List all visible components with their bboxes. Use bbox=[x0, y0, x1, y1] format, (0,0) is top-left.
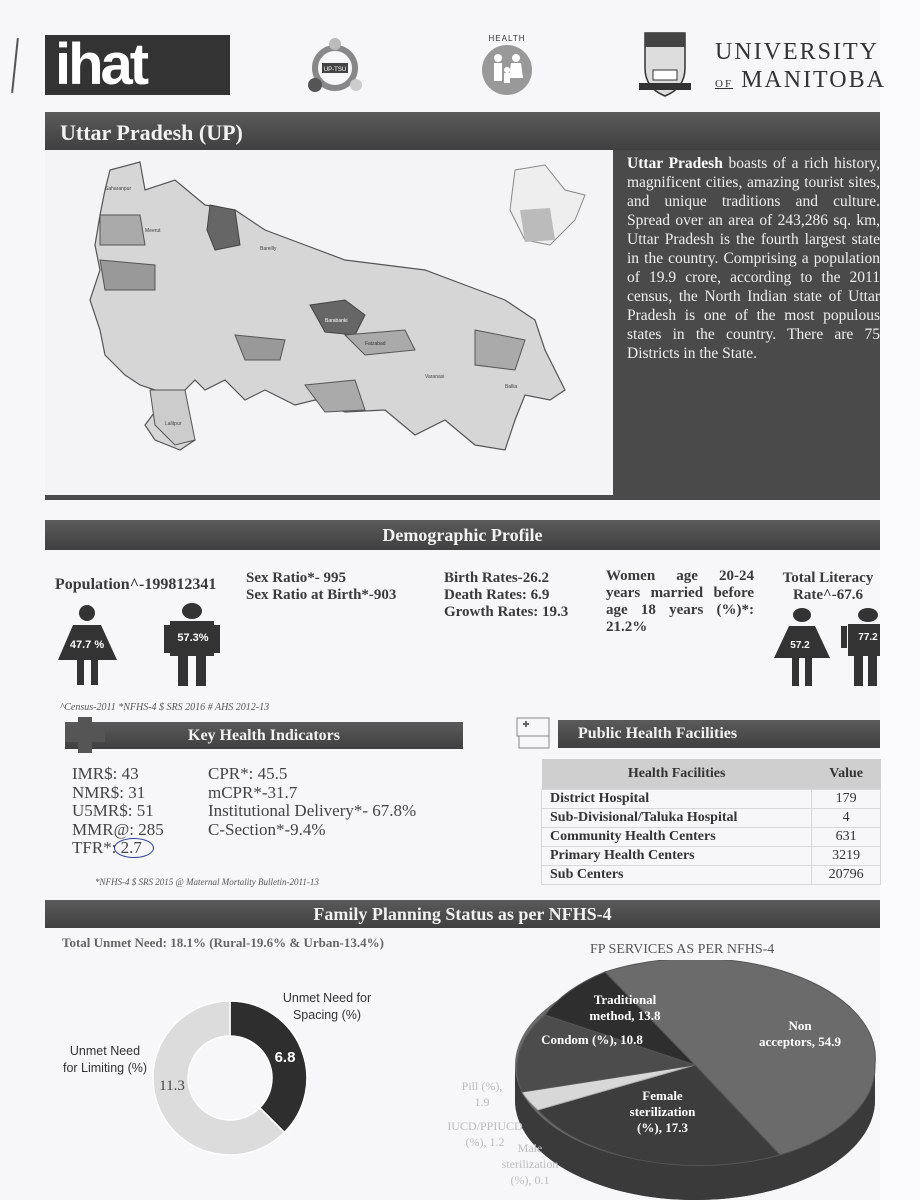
spacing-label-line1: Unmet Need for bbox=[282, 991, 372, 1005]
family-planning-title: Family Planning Status as per NFHS-4 bbox=[45, 900, 880, 928]
facility-name: Sub-Divisional/Taluka Hospital bbox=[542, 809, 812, 828]
svg-text:11.3: 11.3 bbox=[159, 1078, 185, 1094]
male-sterilization-line2: sterilization bbox=[501, 1157, 559, 1171]
total-unmet-need: Total Unmet Need: 18.1% (Rural-19.6% & Urban-13.4%) bbox=[62, 935, 384, 950]
non-acceptors-label bbox=[745, 1018, 855, 1050]
fp-services-chart-title: FP SERVICES AS PER NFHS-4 bbox=[590, 942, 775, 957]
svg-text:Lalitpur: Lalitpur bbox=[165, 421, 182, 427]
svg-text:Barabanki: Barabanki bbox=[325, 318, 348, 324]
svg-text:Meerut: Meerut bbox=[145, 228, 161, 234]
table-row bbox=[542, 847, 881, 866]
population-label: Population^-199812341 bbox=[55, 576, 217, 593]
pen-circle-annotation bbox=[114, 838, 154, 858]
tfr-row bbox=[72, 839, 164, 858]
birth-rate: Birth Rates-26.2 bbox=[444, 570, 549, 586]
sex-ratio: Sex Ratio*- 995 bbox=[246, 570, 346, 586]
svg-text:Varanasi: Varanasi bbox=[425, 374, 445, 380]
facility-name: Sub Centers bbox=[542, 866, 812, 885]
traditional-label-line2: method, 13.8 bbox=[589, 1008, 661, 1023]
male-figure-icon bbox=[160, 603, 225, 690]
female-figure-icon bbox=[55, 605, 120, 690]
svg-text:Bareilly: Bareilly bbox=[260, 246, 277, 252]
male-sterilization-line1: Male bbox=[517, 1141, 543, 1155]
university-name-line1: UNIVERSITY bbox=[715, 39, 879, 65]
demographic-profile-title: Demographic Profile bbox=[45, 520, 880, 550]
up-description bbox=[627, 154, 880, 363]
facility-value: 179 bbox=[812, 790, 881, 809]
table-header-row bbox=[542, 759, 881, 790]
female-sterilization-line3: (%), 17.3 bbox=[637, 1120, 688, 1135]
condom-label: Condom (%), 10.8 bbox=[541, 1032, 643, 1047]
key-health-indicators-title: Key Health Indicators bbox=[65, 722, 463, 749]
u5mr-value: U5MR$: 51 bbox=[72, 801, 154, 820]
svg-text:57.3%: 57.3% bbox=[177, 632, 209, 644]
up-tsu-logo bbox=[305, 35, 365, 95]
column-header-facility: Health Facilities bbox=[542, 759, 812, 790]
limiting-label-line2: for Limiting (%) bbox=[62, 1061, 148, 1075]
traditional-label-line1: Traditional bbox=[593, 992, 657, 1007]
non-acceptors-line2: acceptors, 54.9 bbox=[759, 1034, 841, 1049]
female-sterilization-line1: Female bbox=[642, 1088, 683, 1103]
death-rate: Death Rates: 6.9 bbox=[444, 587, 550, 603]
svg-text:77.2: 77.2 bbox=[858, 632, 878, 643]
up-description-text: boasts of a rich history, magnificent cities, amazing tourist sites, and unique traditions and culture. Spread over an area of 243,286 sq. km, Uttar Pradesh is the fourth largest state in the country. Comprising a population of 19.9 crore, according to the 2011 census, the North Indian state of Uttar Pradesh is one of the most populous states in the country. There are 75 Districts in the State. bbox=[627, 155, 880, 362]
iucd-label-line2: (%), 1.2 bbox=[465, 1135, 505, 1149]
hospital-building-icon bbox=[515, 714, 553, 750]
nmr-value: NMR$: 31 bbox=[72, 782, 146, 802]
vital-rates-block bbox=[444, 570, 568, 621]
up-section-title: Uttar Pradesh (UP) bbox=[45, 112, 880, 150]
table-row bbox=[542, 828, 881, 847]
literacy-rate: Rate^-67.6 bbox=[793, 587, 863, 603]
national-health-mission-logo bbox=[460, 28, 555, 103]
iucd-label-line1: IUCD/PPIUCD bbox=[447, 1119, 523, 1133]
literacy-block bbox=[768, 570, 888, 604]
svg-text:HEALTH: HEALTH bbox=[488, 34, 526, 43]
limiting-label-line1: Unmet Need bbox=[69, 1044, 141, 1058]
literacy-male-icon bbox=[838, 608, 880, 688]
pill-label-line2: 1.9 bbox=[474, 1095, 490, 1109]
svg-text:47.7 %: 47.7 % bbox=[69, 639, 105, 651]
up-description-bold: Uttar Pradesh bbox=[627, 155, 723, 172]
column-header-value: Value bbox=[812, 759, 881, 790]
imr-value: IMR$: 43 bbox=[72, 764, 139, 783]
svg-text:Ballia: Ballia bbox=[505, 384, 518, 390]
university-name-line2: MANITOBA bbox=[741, 67, 886, 93]
university-crest-icon bbox=[635, 28, 695, 98]
sex-ratio-block bbox=[246, 570, 396, 604]
svg-text:Saharanpur: Saharanpur bbox=[105, 186, 132, 192]
female-sterilization-label bbox=[615, 1088, 710, 1136]
svg-text:Faizabad: Faizabad bbox=[365, 341, 386, 347]
growth-rate: Growth Rates: 19.3 bbox=[444, 604, 569, 620]
facility-name: District Hospital bbox=[542, 790, 812, 809]
svg-text:UP-TSU: UP-TSU bbox=[323, 67, 347, 73]
sex-ratio-at-birth: Sex Ratio at Birth*-903 bbox=[246, 587, 397, 603]
health-facilities-table bbox=[541, 759, 881, 885]
spacing-label bbox=[272, 990, 382, 1024]
ihat-logo: ihat bbox=[45, 35, 230, 95]
facility-value: 3219 bbox=[812, 847, 881, 866]
table-row bbox=[542, 790, 881, 809]
mcpr-value: mCPR*-31.7 bbox=[208, 782, 298, 802]
pill-label-line1: Pill (%), bbox=[461, 1079, 503, 1093]
facility-value: 20796 bbox=[812, 866, 881, 885]
women-married-before-18: Women age 20-24 years married before age 18 years (%)*: 21.2% bbox=[606, 568, 754, 635]
non-acceptors-line1: Non bbox=[788, 1018, 812, 1033]
cpr-value: CPR*: 45.5 bbox=[208, 764, 288, 783]
facility-value: 4 bbox=[812, 809, 881, 828]
table-row bbox=[542, 866, 881, 885]
demographic-footnote: ^Census-2011 *NFHS-4 $ SRS 2016 # AHS 2012-13 bbox=[60, 702, 270, 713]
male-sterilization-label bbox=[490, 1140, 570, 1188]
svg-text:6.8: 6.8 bbox=[274, 1049, 296, 1066]
literacy-label: Total Literacy bbox=[782, 570, 874, 586]
facility-name: Community Health Centers bbox=[542, 828, 812, 847]
tfr-value: TFR*: 2.7 bbox=[72, 838, 142, 857]
limiting-label bbox=[55, 1043, 155, 1077]
key-health-footnote: *NFHS-4 $ SRS 2015 @ Maternal Mortality Bulletin-2011-13 bbox=[95, 877, 319, 887]
institutional-delivery-value: Institutional Delivery*- 67.8% bbox=[208, 801, 417, 820]
up-district-map bbox=[45, 150, 613, 495]
university-of-manitoba-logo bbox=[715, 38, 886, 98]
spacing-label-line2: Spacing (%) bbox=[292, 1008, 362, 1022]
male-sterilization-line3: (%), 0.1 bbox=[510, 1173, 550, 1187]
public-health-facilities-title: Public Health Facilities bbox=[558, 720, 880, 748]
facility-name: Primary Health Centers bbox=[542, 847, 812, 866]
pill-label bbox=[447, 1078, 517, 1110]
svg-text:57.2: 57.2 bbox=[790, 640, 810, 651]
medical-plus-icon bbox=[65, 715, 105, 755]
pen-mark bbox=[11, 38, 19, 93]
literacy-female-icon bbox=[772, 608, 832, 688]
university-name-of: OF bbox=[715, 78, 734, 90]
facility-value: 631 bbox=[812, 828, 881, 847]
table-row bbox=[542, 809, 881, 828]
c-section-value: C-Section*-9.4% bbox=[208, 819, 326, 839]
up-map-graphic bbox=[45, 150, 613, 495]
traditional-method-label bbox=[580, 992, 670, 1024]
key-health-left-column bbox=[72, 765, 164, 858]
key-health-right-column bbox=[208, 765, 416, 839]
mmr-value: MMR@: 285 bbox=[72, 819, 164, 839]
female-sterilization-line2: sterilization bbox=[629, 1104, 696, 1119]
